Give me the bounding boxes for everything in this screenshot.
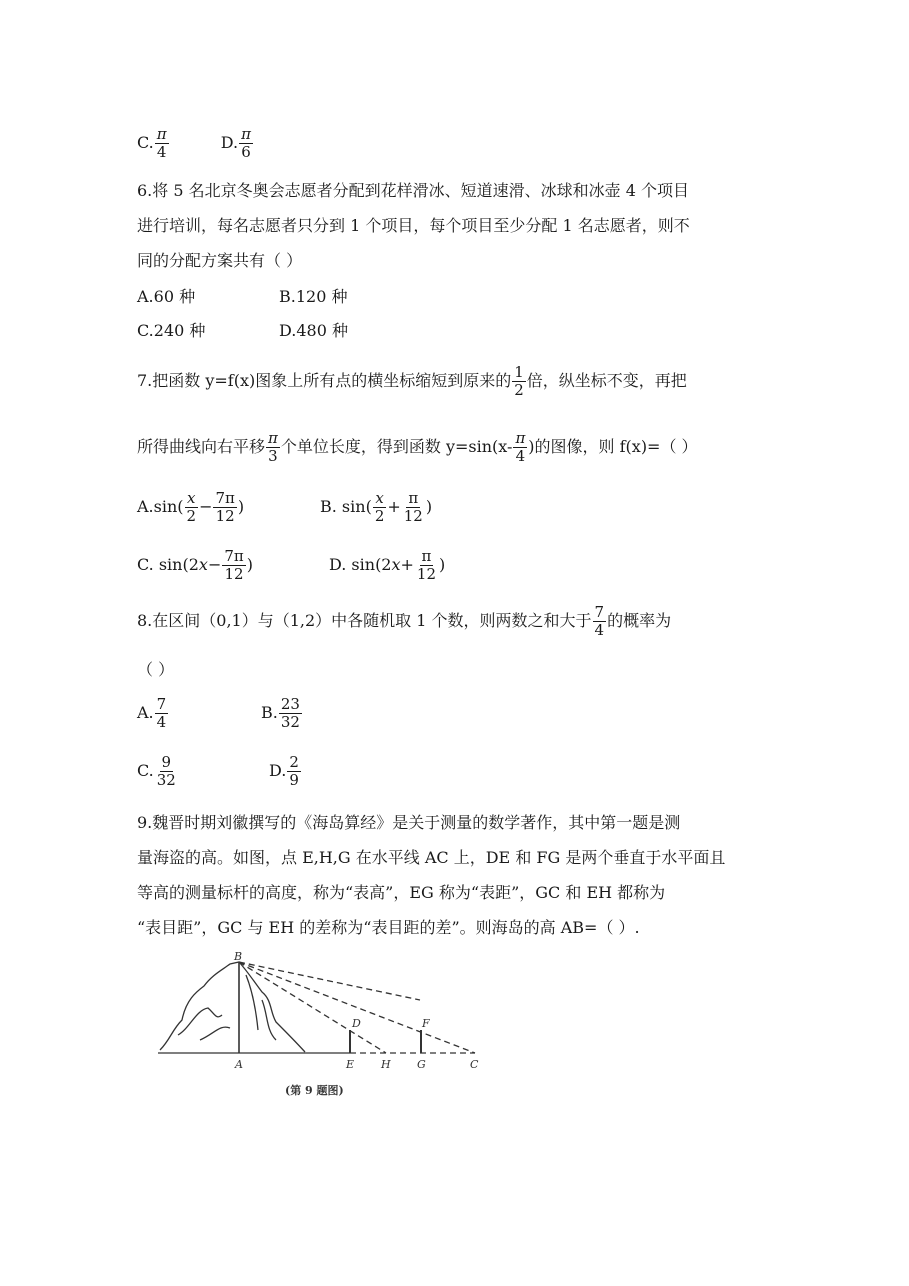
variable: x <box>198 555 208 574</box>
option-label: D. <box>269 761 287 780</box>
q7-line-1 <box>137 364 687 399</box>
fraction-num: π <box>156 125 167 143</box>
fraction-den: 12 <box>215 507 235 525</box>
q6-option-d: D.480 种 <box>279 321 348 340</box>
fraction <box>402 490 425 525</box>
fraction <box>373 490 387 525</box>
fraction <box>155 754 178 789</box>
figure-caption: (第 9 题图) <box>285 1084 344 1097</box>
q9-line-3: 等高的测量标杆的高度，称为“表高”，EG 称为“表距”，GC 和 EH 都称为 <box>137 883 666 902</box>
fraction <box>155 696 169 731</box>
fraction-den: 12 <box>403 507 423 525</box>
q7-option-c <box>137 548 329 583</box>
fraction-num: x <box>187 489 196 507</box>
fraction <box>593 604 607 639</box>
fraction <box>287 754 301 789</box>
option-text: B. sin( <box>320 497 372 516</box>
option-label: B. <box>261 703 278 722</box>
fraction-den: 2 <box>186 507 197 525</box>
q7-text: 所得曲线向右平移 <box>137 437 266 456</box>
q7-text: )的图像，则 f(x)=（ ） <box>528 437 698 456</box>
sight-line-b-h <box>239 962 386 1053</box>
label-e: E <box>346 1058 355 1071</box>
option-text: D. sin(2 <box>329 555 392 574</box>
q8-line-2: （ ） <box>137 660 175 679</box>
label-d: D <box>352 1017 361 1030</box>
fraction-num: 23 <box>280 695 300 713</box>
fraction-den: 4 <box>594 621 605 639</box>
fraction <box>222 548 245 583</box>
q9-line-1: 9.魏晋时期刘徽撰写的《海岛算经》是关于测量的数学著作，其中第一题是测 <box>137 813 681 832</box>
fraction-num: 7π <box>224 547 244 565</box>
fraction <box>279 696 302 731</box>
fraction-num: 7 <box>156 695 167 713</box>
label-g: G <box>417 1058 426 1071</box>
fraction-den: 9 <box>289 771 299 789</box>
fraction-den: 2 <box>514 381 524 399</box>
option-text: C. sin(2 <box>137 555 199 574</box>
q8-option-b <box>261 696 303 731</box>
option-label: D. <box>220 133 239 152</box>
operator: + <box>400 555 414 574</box>
island-outline <box>160 962 305 1052</box>
label-h: H <box>381 1058 391 1071</box>
label-c: C <box>470 1058 479 1071</box>
fraction-num: π <box>515 429 526 447</box>
q7-option-b <box>320 490 432 525</box>
q5-options <box>137 126 254 161</box>
fraction <box>239 126 253 161</box>
fraction-den: 32 <box>156 771 176 789</box>
fraction <box>415 548 438 583</box>
fraction-num: 1 <box>514 363 524 381</box>
q6-option-b: B.120 种 <box>279 287 348 306</box>
q7-option-d <box>329 548 445 583</box>
sight-line-top <box>239 962 420 1000</box>
fraction-num: 7π <box>215 489 235 507</box>
fraction-den: 4 <box>156 143 167 161</box>
fraction <box>185 490 199 525</box>
q6-options-ab <box>137 286 347 308</box>
q7-options-ab <box>137 490 432 525</box>
sight-line-b-c <box>239 962 475 1053</box>
q5-option-c <box>137 126 170 161</box>
operator: − <box>207 555 222 574</box>
fraction-num: π <box>241 125 251 143</box>
q7-text: 个单位长度，得到函数 y=sin(x- <box>280 437 513 456</box>
q8-option-a <box>137 696 261 731</box>
fraction <box>513 430 527 465</box>
q7-line-2 <box>137 430 698 465</box>
q5-option-d <box>221 126 254 161</box>
fraction-num: π <box>408 489 419 507</box>
q8-line-1 <box>137 604 671 639</box>
label-f: F <box>422 1017 430 1030</box>
q8-options-cd <box>137 754 302 789</box>
q6-line-2: 进行培训，每名志愿者只分到 1 个项目，每个项目至少分配 1 名志愿者，则不 <box>137 216 690 235</box>
option-text: ) <box>439 555 446 574</box>
operator: + <box>387 497 401 516</box>
option-text: A.sin( <box>137 497 184 516</box>
option-text: ) <box>237 497 245 516</box>
q6-line-1: 6.将 5 名北京冬奥会志愿者分配到花样滑冰、短道速滑、冰球和冰壶 4 个项目 <box>137 181 689 200</box>
fraction-den: 3 <box>268 447 278 465</box>
q7-option-a <box>137 490 320 525</box>
fraction-den: 6 <box>241 143 251 161</box>
fraction-num: 7 <box>594 603 605 621</box>
q9-line-2: 量海盗的高。如图，点 E,H,G 在水平线 AC 上，DE 和 FG 是两个垂直于水平面且 <box>137 848 726 867</box>
q7-options-cd <box>137 548 445 583</box>
fraction-num: 9 <box>161 753 172 771</box>
q7-text: 7.把函数 y=f(x)图象上所有点的横坐标缩短到原来的 <box>137 371 512 390</box>
q6-option-c: C.240 种 <box>137 321 206 340</box>
q9-line-4: “表目距”，GC 与 EH 的差称为“表目距的差”。则海岛的高 AB=（ ）. <box>137 918 640 937</box>
fraction-den: 4 <box>515 447 526 465</box>
island-figure <box>0 945 909 1105</box>
q8-option-c <box>137 754 269 789</box>
fraction-num: π <box>268 429 278 447</box>
fraction-num: 2 <box>289 753 299 771</box>
fraction-num: π <box>421 547 432 565</box>
fraction-den: 32 <box>280 713 300 731</box>
q8-option-d <box>269 754 302 789</box>
island-detail <box>178 975 276 1040</box>
q8-text: 8.在区间（0,1）与（1,2）中各随机取 1 个数，则两数之和大于 <box>137 611 592 630</box>
q8-text: 的概率为 <box>607 611 672 630</box>
label-a: A <box>235 1058 243 1071</box>
q8-options-ab <box>137 696 303 731</box>
option-text: ) <box>425 497 433 516</box>
fraction-den: 12 <box>416 565 437 583</box>
label-b: B <box>234 950 243 963</box>
fraction <box>512 364 526 399</box>
option-label: A. <box>137 703 154 722</box>
q6-option-a: A.60 种 <box>137 287 196 306</box>
fraction <box>155 126 169 161</box>
fraction-den: 4 <box>156 713 167 731</box>
option-text: ) <box>246 555 253 574</box>
q6-line-3: 同的分配方案共有（ ） <box>137 251 303 270</box>
fraction <box>213 490 236 525</box>
variable: x <box>391 555 401 574</box>
fraction-num: x <box>375 489 384 507</box>
fraction-den: 2 <box>374 507 385 525</box>
fraction <box>266 430 280 465</box>
fraction-den: 12 <box>224 565 244 583</box>
option-label: C. <box>137 761 154 780</box>
option-label: C. <box>137 133 154 152</box>
operator: − <box>199 497 213 516</box>
q7-text: 倍，纵坐标不变，再把 <box>526 371 687 390</box>
q6-options-cd <box>137 320 348 342</box>
